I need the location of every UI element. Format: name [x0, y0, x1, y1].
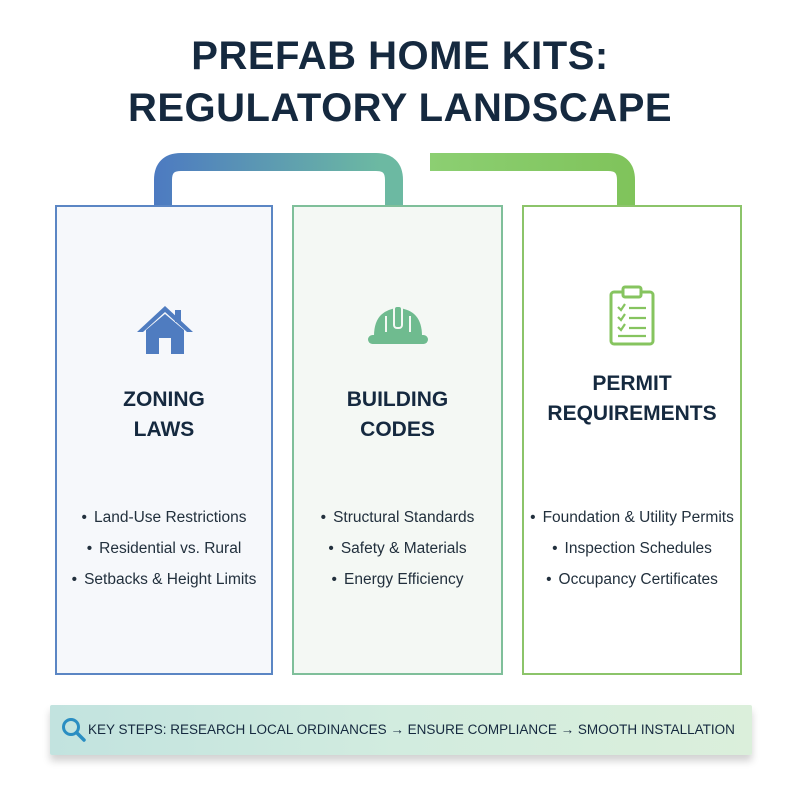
building-codes-list	[294, 502, 501, 595]
list-item: • Energy Efficiency	[294, 564, 501, 595]
list-item: • Residential vs. Rural	[57, 533, 271, 564]
list-item: • Structural Standards	[294, 502, 501, 533]
heading-line: ZONING	[123, 388, 205, 411]
heading-line: BUILDING	[346, 388, 449, 411]
search-icon	[61, 717, 87, 743]
list-item: • Occupancy Certificates	[524, 564, 740, 595]
title-line-1: PREFAB HOME KITS:	[191, 34, 609, 78]
heading-line: LAWS	[133, 418, 195, 441]
zoning-laws-heading	[57, 385, 271, 445]
key-steps-banner	[50, 705, 752, 755]
zoning-laws-list	[57, 502, 271, 595]
permit-requirements-list	[524, 502, 740, 595]
list-item: • Inspection Schedules	[524, 533, 740, 564]
hard-hat-icon	[366, 302, 430, 348]
zoning-laws-panel	[55, 205, 273, 675]
list-item: • Setbacks & Height Limits	[57, 564, 271, 595]
permit-requirements-panel	[522, 205, 742, 675]
key-steps-text: KEY STEPS: RESEARCH LOCAL ORDINANCES → ENSURE COMPLIANCE → SMOOTH INSTALLATION	[88, 722, 735, 737]
heading-line: REQUIREMENTS	[547, 402, 717, 425]
title-line-2: REGULATORY LANDSCAPE	[127, 86, 673, 130]
list-item: • Land-Use Restrictions	[57, 502, 271, 533]
list-item: • Foundation & Utility Permits	[524, 502, 740, 533]
house-icon	[135, 302, 195, 356]
heading-line: CODES	[360, 418, 435, 441]
list-item: • Safety & Materials	[294, 533, 501, 564]
clipboard-checklist-icon	[608, 285, 656, 347]
building-codes-panel	[292, 205, 503, 675]
building-codes-heading	[294, 385, 501, 445]
heading-line: PERMIT	[592, 372, 672, 395]
permit-requirements-heading	[524, 369, 740, 429]
